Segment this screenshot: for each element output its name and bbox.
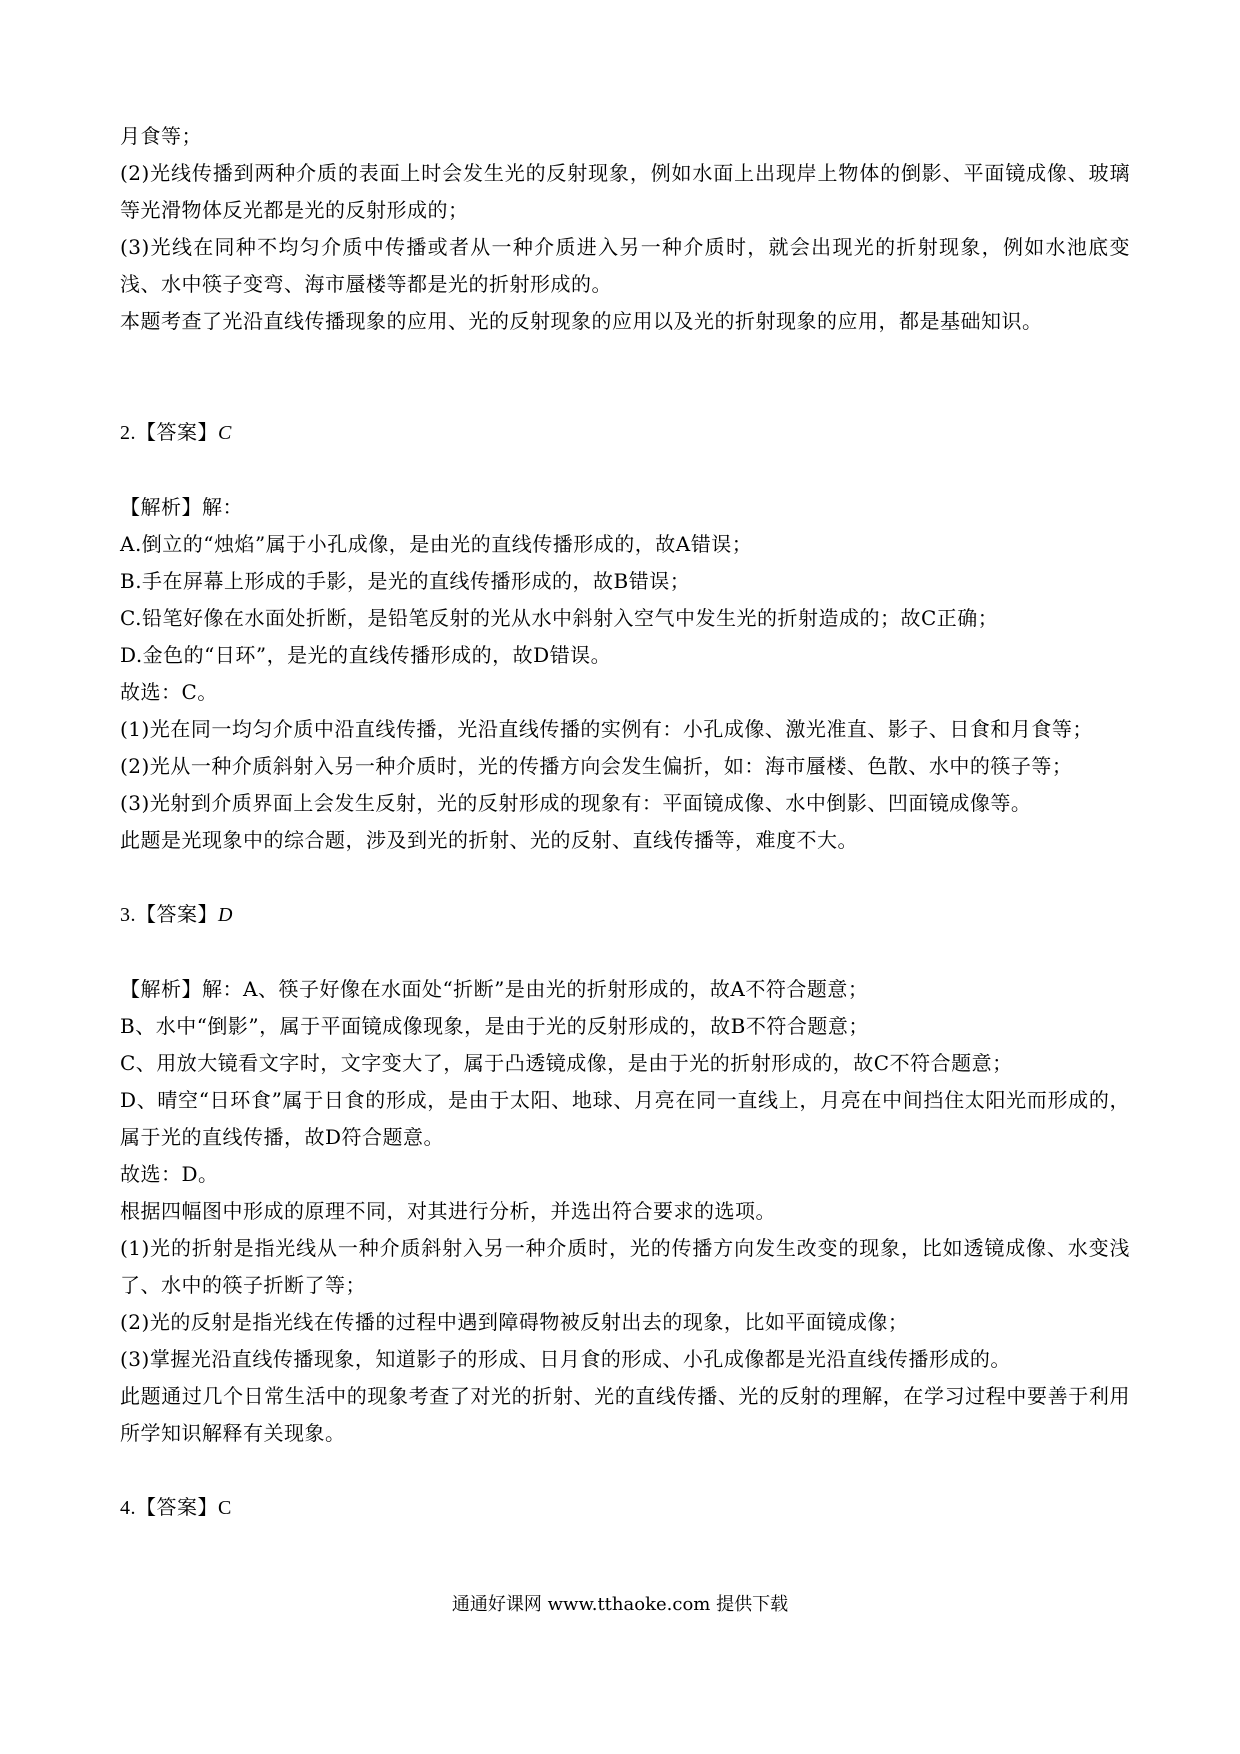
q3-answer-label: 【答案】 (136, 902, 218, 926)
spacer (120, 859, 1130, 896)
q3-line: (3)掌握光沿直线传播现象，知道影子的形成、日月食的形成、小孔成像都是光沿直线传播形成的。 (120, 1347, 1011, 1371)
spacer (120, 340, 1130, 414)
q3-line: C、用放大镜看文字时，文字变大了，属于凸透镜成像，是由于光的折射形成的，故C不符合题意； (120, 1051, 1013, 1075)
q3-line: 【解析】解：A、筷子好像在水面处“折断”是由光的折射形成的，故A不符合题意； (120, 977, 869, 1001)
intro-line: (2)光线传播到两种介质的表面上时会发生光的反射现象，例如水面上出现岸上物体的倒影、平面镜成像、玻璃等光滑物体反光都是光的反射形成的； (120, 161, 1130, 222)
spacer (120, 1452, 1130, 1489)
intro-line: (3)光线在同种不均匀介质中传播或者从一种介质进入另一种介质时，就会出现光的折射现象，例如水池底变浅、水中筷子变弯、海市蜃楼等都是光的折射形成的。 (120, 235, 1130, 296)
q2-line: 故选：C。 (120, 680, 218, 704)
spacer (120, 934, 1130, 971)
q4-number: 4. (120, 1497, 136, 1519)
spacer (120, 452, 1130, 489)
q4-answer: C (218, 1497, 232, 1519)
q3-line: D、晴空“日环食”属于日食的形成，是由于太阳、地球、月亮在同一直线上，月亮在中间挡住太阳光而形成的，属于光的直线传播，故D符合题意。 (120, 1088, 1130, 1149)
q3-line: B、水中“倒影”，属于平面镜成像现象，是由于光的反射形成的，故B不符合题意； (120, 1014, 869, 1038)
q2-line: 此题是光现象中的综合题，涉及到光的折射、光的反射、直线传播等，难度不大。 (120, 828, 858, 852)
q3-line: 根据四幅图中形成的原理不同，对其进行分析，并选出符合要求的选项。 (120, 1199, 776, 1223)
q2-line: (2)光从一种介质斜射入另一种介质时，光的传播方向会发生偏折，如：海市蜃楼、色散、水中的筷子等； (120, 754, 1073, 778)
q3-line: (1)光的折射是指光线从一种介质斜射入另一种介质时，光的传播方向发生改变的现象，比如透镜成像、水变浅了、水中的筷子折断了等； (120, 1236, 1130, 1297)
q2-line: A.倒立的“烛焰”属于小孔成像，是由光的直线传播形成的，故A错误； (120, 532, 753, 556)
q3-answer: D (218, 904, 233, 926)
q3-line: (2)光的反射是指光线在传播的过程中遇到障碍物被反射出去的现象，比如平面镜成像； (120, 1310, 909, 1334)
q4-answer-line (120, 1489, 1130, 1527)
q2-number: 2. (120, 422, 136, 444)
q3-line: 此题通过几个日常生活中的现象考查了对光的折射、光的直线传播、光的反射的理解，在学习过程中要善于利用所学知识解释有关现象。 (120, 1384, 1130, 1445)
intro-line: 月食等； (120, 124, 202, 148)
document-body (120, 118, 1130, 1527)
q3-answer-line (120, 896, 1130, 934)
q2-line: B.手在屏幕上形成的手影，是光的直线传播形成的，故B错误； (120, 569, 691, 593)
q3-line: 故选：D。 (120, 1162, 219, 1186)
q2-line: D.金色的“日环”，是光的直线传播形成的，故D错误。 (120, 643, 612, 667)
q4-answer-label: 【答案】 (136, 1495, 218, 1519)
q2-answer: C (218, 422, 232, 444)
q2-answer-line (120, 414, 1130, 452)
page-footer: 通通好课网 www.tthaoke.com 提供下载 (451, 1594, 789, 1615)
q2-line: (1)光在同一均匀介质中沿直线传播，光沿直线传播的实例有：小孔成像、激光准直、影子、日食和月食等； (120, 717, 1093, 741)
q2-analysis-label: 【解析】解： (120, 495, 243, 519)
q2-answer-label: 【答案】 (136, 420, 218, 444)
intro-line: 本题考查了光沿直线传播现象的应用、光的反射现象的应用以及光的折射现象的应用，都是基础知识。 (120, 309, 1043, 333)
q2-line: C.铅笔好像在水面处折断，是铅笔反射的光从水中斜射入空气中发生光的折射造成的；故C正确； (120, 606, 999, 630)
q3-number: 3. (120, 904, 136, 926)
q2-line: (3)光射到介质界面上会发生反射，光的反射形成的现象有：平面镜成像、水中倒影、凹面镜成像等。 (120, 791, 1032, 815)
